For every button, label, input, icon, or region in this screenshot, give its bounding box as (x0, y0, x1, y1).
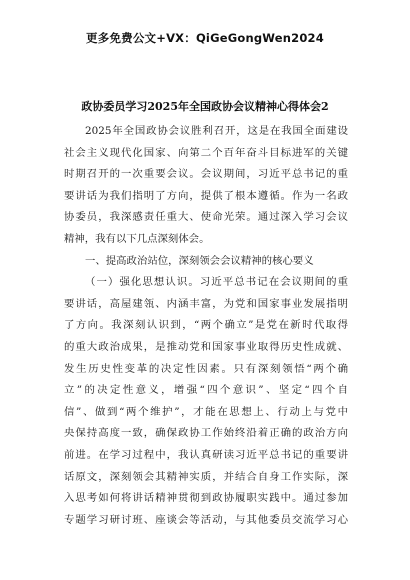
body-line: （一）强化思想认识。习近平总书记在会议期间的重 (85, 276, 348, 289)
body-line: 信”、做到“两个维护”，才能在思想上、行动上与党中 (64, 405, 348, 418)
body-line: 一、提高政治站位，深刻领会会议精神的核心要义 (85, 254, 314, 267)
body-line: 的重大政治成果，是推动党和国家事业取得历史性成就、 (64, 340, 348, 353)
body-line: 2025年全国政协会议胜利召开，这是在我国全面建设 (85, 125, 348, 137)
body-line: 时期召开的一次重要会议。会议期间，习近平总书记的重 (64, 168, 348, 181)
body-line: 入思考如何将讲话精神贯彻到政协履职实践中。通过参加 (64, 492, 348, 505)
body-line: 协委员，我深感责任重大、使命光荣。通过深入学习会议 (64, 211, 348, 224)
body-line: 前进。在学习过程中，我认真研读习近平总书记的重要讲 (64, 448, 348, 461)
body-line: 立”的决定性意义，增强“四个意识”、坚定“四个自 (64, 384, 348, 397)
body-line: 发生历史性变革的决定性因素。只有深刻领悟“两个确 (64, 362, 348, 375)
body-line: 社会主义现代化国家、向第二个百年奋斗目标进军的关键 (64, 146, 348, 159)
promo-banner: 更多免费公文+VX：QiGeGongWen2024 (86, 31, 324, 45)
body-line: 要讲话为我们指明了方向，提供了根本遵循。作为一名政 (64, 189, 348, 202)
body-line: 央保持高度一致，确保政协工作始终沿着正确的政治方向 (64, 427, 348, 440)
body-line: 话原文，深刻领会其精神实质，并结合自身工作实际，深 (64, 470, 348, 483)
document-title: 政协委员学习2025年全国政协会议精神心得体会2 (81, 100, 329, 113)
body-line: 专题学习研讨班、座谈会等活动，与其他委员交流学习心 (64, 513, 348, 526)
body-line: 精神，我有以下几点深刻体会。 (64, 232, 210, 245)
document-body (64, 121, 348, 531)
body-line: 了方向。我深刻认识到，“两个确立”是党在新时代取得 (64, 319, 348, 332)
body-line: 要讲话，高屋建瓴、内涵丰富，为党和国家事业发展指明 (64, 297, 348, 310)
